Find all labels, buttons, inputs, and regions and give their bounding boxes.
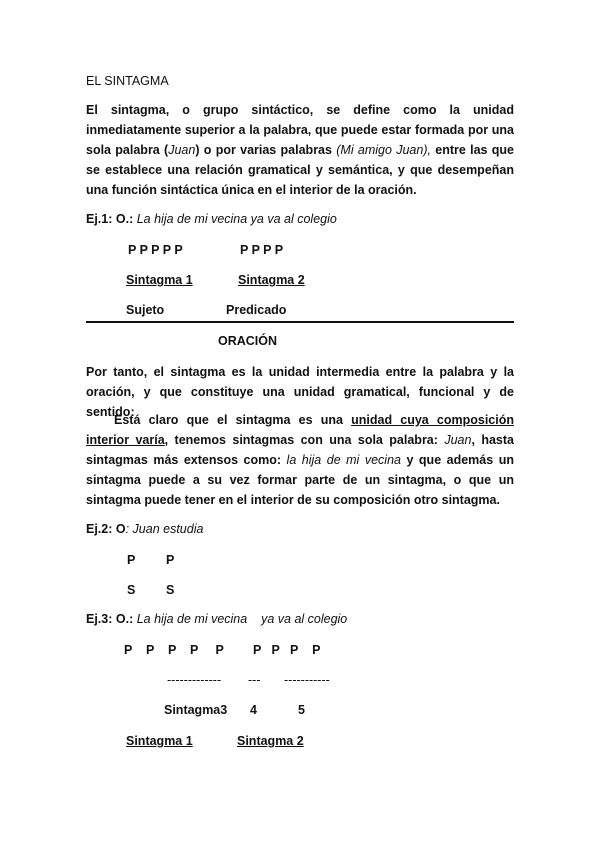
composicion-text-c: , hasta sintagmas más extensos como: bbox=[86, 433, 514, 467]
example-2-s2: S bbox=[166, 583, 175, 597]
composicion-juan: Juan bbox=[444, 433, 472, 447]
paragraph-composicion bbox=[86, 410, 514, 510]
example-2-sentence: : Juan estudia bbox=[125, 522, 204, 536]
definition-text-c: entre las que se establece una relación gramatical y semántica, y que desempeñan una función sintáctica única en el interior de la oración. bbox=[86, 143, 514, 197]
example-1-line bbox=[86, 212, 337, 227]
example-mi-amigo-juan: (Mi amigo Juan), bbox=[336, 143, 431, 157]
example-1-oracion: ORACIÓN bbox=[218, 334, 278, 348]
example-2-s1: S bbox=[127, 583, 136, 597]
example-2-label: Ej.2: O bbox=[86, 522, 126, 536]
composicion-text-b: , tenemos sintagmas con una sola palabra: bbox=[164, 433, 445, 447]
example-3-number-4: 4 bbox=[250, 703, 257, 717]
example-3-dash-1: ------------- bbox=[167, 673, 222, 687]
example-1-p-row-b: P P P P bbox=[240, 243, 284, 257]
composicion-text-d: y que además un sintagma puede a su vez formar parte de un sintagma, o que un sintagma puede tener en el interior de su composición otro sintagma. bbox=[86, 453, 514, 507]
composicion-la-hija: la hija de mi vecina bbox=[286, 453, 401, 467]
example-3-number-5: 5 bbox=[298, 703, 305, 717]
example-3-sintagma-1: Sintagma 1 bbox=[126, 734, 193, 748]
example-3-dash-2: --- bbox=[248, 673, 261, 687]
example-1-label: Ej.1: O.: bbox=[86, 212, 134, 226]
example-1-sintagma-1: Sintagma 1 bbox=[126, 273, 193, 287]
paragraph-definition bbox=[86, 100, 514, 200]
example-2-line bbox=[86, 522, 203, 537]
example-3-label: Ej.3: O.: bbox=[86, 612, 134, 626]
example-3-sintagma-3: Sintagma3 bbox=[164, 703, 228, 717]
example-juan: Juan bbox=[168, 143, 196, 157]
definition-text-b: ) o por varias palabras bbox=[195, 143, 337, 157]
example-2-p2: P bbox=[166, 553, 175, 567]
composicion-text-a: Está claro que el sintagma es una bbox=[114, 413, 352, 427]
example-3-dash-3: ----------- bbox=[284, 673, 330, 687]
example-1-p-row-a: P P P P P bbox=[128, 243, 183, 257]
example-1-predicado: Predicado bbox=[226, 303, 287, 317]
example-3-sintagma-2: Sintagma 2 bbox=[237, 734, 304, 748]
example-1-sintagma-1-line bbox=[86, 273, 221, 288]
composicion-underlined: unidad cuya composición interior varía bbox=[86, 413, 514, 447]
page-title: EL SINTAGMA bbox=[86, 74, 169, 88]
example-2-p1: P bbox=[127, 553, 136, 567]
example-1-sentence: La hija de mi vecina ya va al colegio bbox=[136, 212, 337, 226]
definition-text-a: El sintagma, o grupo sintáctico, se define como la unidad inmediatamente superior a la palabra, que puede estar formada por una sola palabra ( bbox=[86, 103, 514, 157]
paragraph-intermedia: Por tanto, el sintagma es la unidad intermedia entre la palabra y la oración, y que constituye una unidad gramatical, funcional y de sentido: bbox=[86, 365, 514, 419]
example-3-line bbox=[86, 612, 347, 627]
example-1-sintagma-2: Sintagma 2 bbox=[238, 273, 305, 287]
example-1-sujeto: Sujeto bbox=[126, 303, 165, 317]
divider-line bbox=[86, 321, 514, 323]
example-3-p-row-b: P P P P bbox=[253, 643, 321, 657]
example-3-p-row-a: P P P P P bbox=[124, 643, 224, 657]
example-3-sentence: La hija de mi vecina ya va al colegio bbox=[136, 612, 348, 626]
